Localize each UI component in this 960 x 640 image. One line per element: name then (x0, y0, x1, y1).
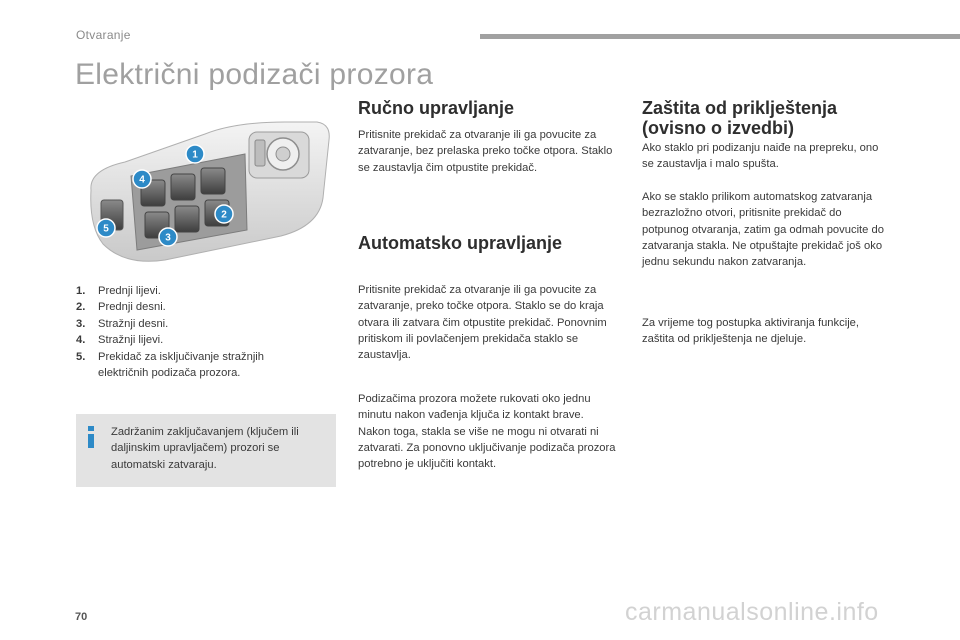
protection-heading-line2: (ovisno o izvedbi) (642, 118, 795, 138)
callout-5 (97, 219, 115, 237)
automatic-heading: Automatsko upravljanje (358, 233, 563, 253)
list-item-number: 1. (76, 285, 86, 297)
protection-text-2: Ako se staklo prilikom automatskog zatvaranja bezrazložno otvori, pritisnite prekidač do potpunog otvaranja, zatim ga odmah povucite do zatvaranja stakla. Ne otpuštajte prekidač još oko jednu sekundu nakon zatvaranja. (642, 191, 884, 269)
header-divider (480, 34, 960, 39)
window-switch-panel-illustration (85, 118, 335, 268)
front-left-switch-upper (171, 174, 195, 200)
mirror-joystick-center (276, 147, 290, 161)
svg-text:2: 2 (221, 209, 227, 221)
info-icon (85, 426, 97, 448)
protection-heading (642, 98, 837, 138)
list-item-number: 2. (76, 301, 86, 314)
list-item (76, 349, 336, 382)
page-number: 70 (75, 611, 88, 623)
list-item-text: Stražnji lijevi. (98, 334, 164, 347)
front-left-switch (201, 168, 225, 194)
section-header: Otvaranje (76, 28, 131, 42)
list-item-text: Prekidač za isključivanje stražnjih električnih podizača prozora. (98, 350, 265, 380)
legend-list (76, 283, 336, 381)
list-item-number: 5. (76, 350, 86, 363)
manual-text: Pritisnite prekidač za otvaranje ili ga povucite za zatvaranje, bez prelaska preko točke otpora. Staklo se zaustavlja čim otpustite prekidač. (358, 129, 613, 174)
svg-text:3: 3 (165, 232, 171, 244)
automatic-text-2b: Nakon toga, stakla se više ne mogu ni otvarati ni zatvarati. Za ponovno uključivanje podizača prozora potrebno je uključiti kontakt. (358, 425, 616, 471)
automatic-text-2 (358, 391, 622, 472)
callout-4 (133, 170, 151, 188)
list-item-text: Prednji desni. (98, 301, 166, 314)
mirror-selector (255, 140, 265, 166)
info-text: Zadržanim zaključavanjem (ključem ili daljinskim upravljačem) prozori se automatski zatvaraju. (111, 426, 299, 471)
list-item (76, 283, 336, 299)
rear-right-switch (175, 206, 199, 232)
page-title: Električni podizači prozora (75, 58, 434, 91)
watermark: carmanualsonline.info (625, 598, 879, 626)
list-item-text: Prednji lijevi. (98, 285, 161, 297)
list-item (76, 316, 336, 332)
list-item (76, 332, 336, 348)
svg-text:4: 4 (139, 174, 145, 186)
svg-text:5: 5 (103, 223, 109, 235)
automatic-text-1: Pritisnite prekidač za otvaranje ili ga povucite za zatvaranje, preko točke otpora. Staklo se do kraja otvara ili zatvara čim otpustite prekidač. Ponovnim pritiskom ili povlačenjem prekidača staklo se zaustavlja. (358, 284, 607, 362)
list-item-number: 3. (76, 317, 86, 330)
svg-text:1: 1 (192, 149, 198, 161)
callout-3 (159, 228, 177, 246)
manual-heading: Ručno upravljanje (358, 98, 515, 118)
protection-heading-line1: Zaštita od priklještenja (642, 98, 838, 118)
list-item (76, 299, 336, 315)
list-item-text: Stražnji desni. (98, 317, 169, 330)
callout-1 (186, 145, 204, 163)
protection-text-1: Ako staklo pri podizanju naiđe na prepreku, ono se zaustavlja i malo spušta. (642, 142, 879, 171)
list-item-number: 4. (76, 334, 86, 347)
callout-2 (215, 205, 233, 223)
protection-text-3: Za vrijeme tog postupka aktiviranja funkcije, zaštita od priklještenja ne djeluje. (642, 317, 860, 346)
automatic-text-2a: Podizačima prozora možete rukovati oko jednu minutu nakon vađenja ključa iz kontakt brave. (358, 393, 591, 422)
